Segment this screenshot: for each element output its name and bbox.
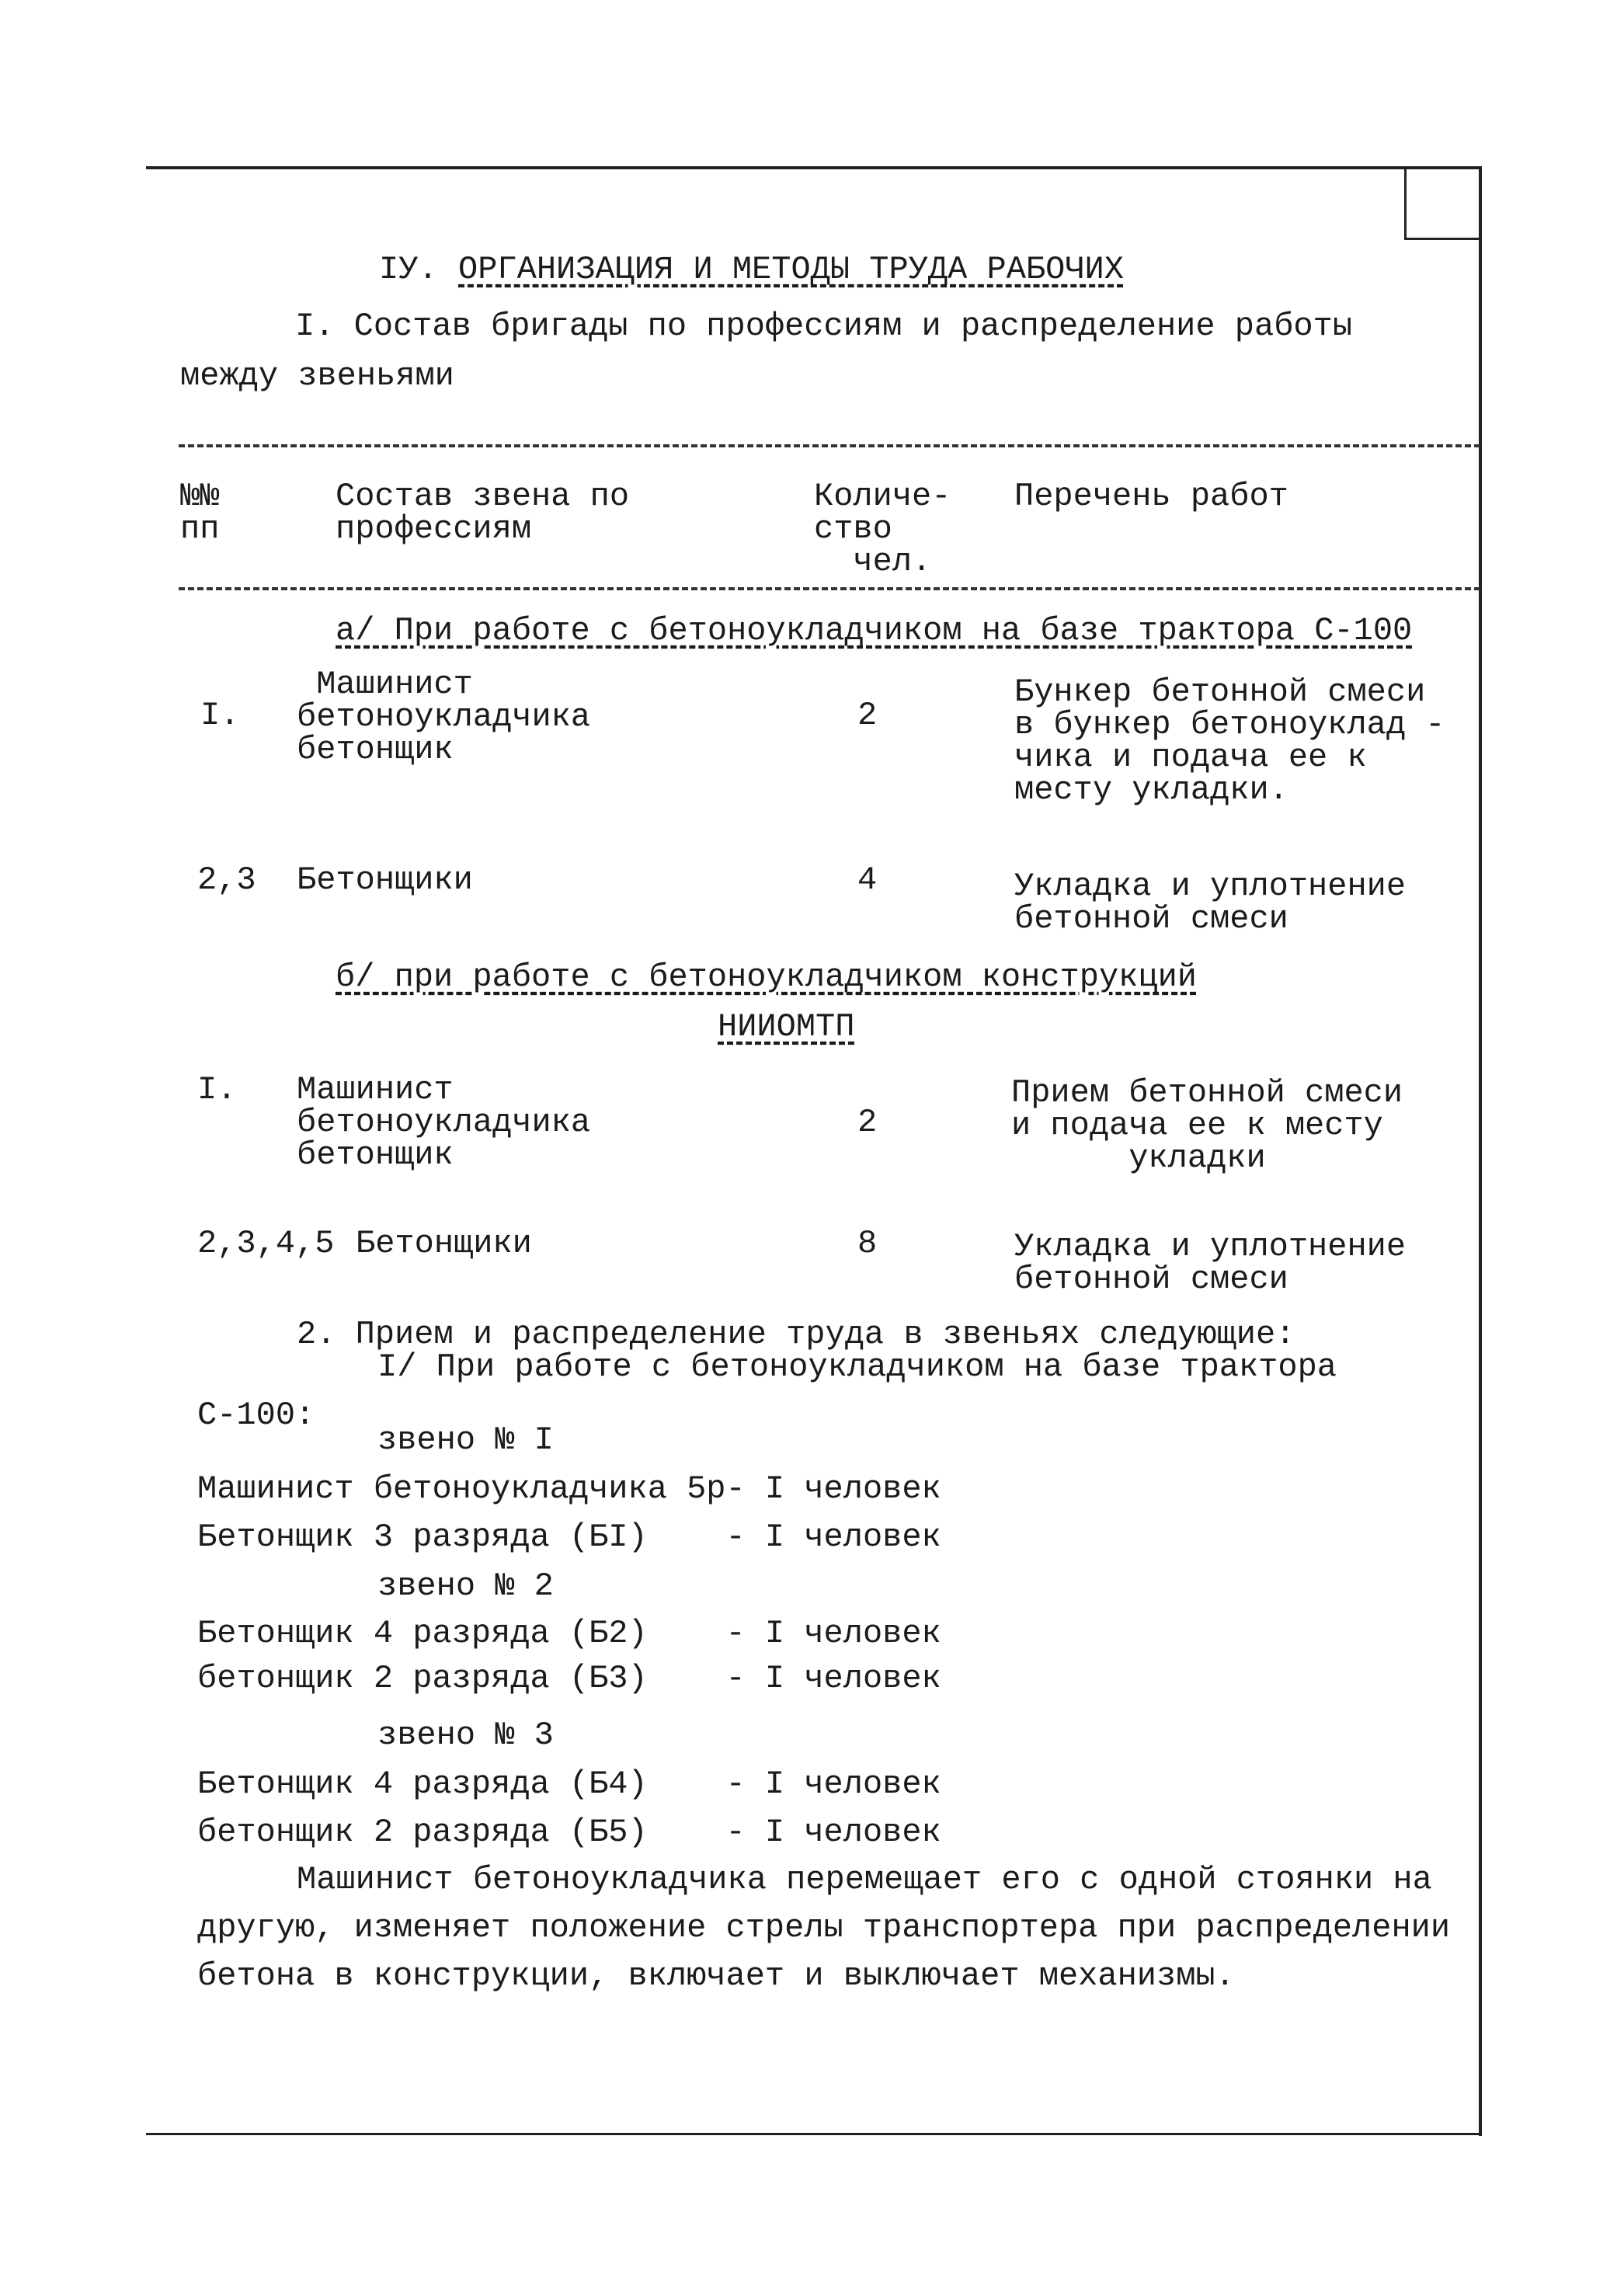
row-b1-works: Прием бетонной смеси и подача ее к месту укладки — [1011, 1074, 1403, 1177]
paragraph-line-2: другую, изменяет положение стрелы транспортера при распределении — [197, 1909, 1451, 1946]
row-b2-num: 2,3,4,5 — [197, 1225, 335, 1262]
row-a1-works: Бункер бетонной смеси в бункер бетоноуклад - чика и подача ее к месту укладки. — [1014, 673, 1445, 809]
subsection-title-cont: между звеньями — [180, 357, 454, 395]
link-1-line-a: Машинист бетоноукладчика 5р- I человек — [197, 1470, 941, 1508]
row-a2-works: Укладка и уплотнение бетонной смеси — [1014, 868, 1407, 937]
row-b2-composition: Бетонщики — [356, 1225, 532, 1262]
row-a1-count: 2 — [857, 697, 878, 734]
paragraph-line-3: бетона в конструкции, включает и выключает механизмы. — [197, 1957, 1235, 1995]
distribution-intro: 2. Прием и распределение труда в звеньях следующие: — [297, 1316, 1295, 1353]
frame-top-line — [146, 166, 1482, 169]
group-b-title: б/ при работе с бетоноукладчиком конструкций — [336, 958, 1197, 996]
row-a1-composition: Машинист бетоноукладчика бетонщик — [297, 666, 591, 768]
row-b1-count: 2 — [857, 1104, 878, 1141]
link-2-line-a: Бетонщик 4 разряда (Б2) - I человек — [197, 1615, 941, 1652]
section-number: IУ. — [379, 251, 438, 288]
frame-bottom-line — [146, 2133, 1482, 2135]
table-header-rule — [179, 587, 1480, 590]
link-3-title: звено № 3 — [377, 1717, 554, 1754]
group-b-title-cont: НИИОМТП — [718, 1008, 855, 1045]
link-1-title: звено № I — [377, 1421, 554, 1459]
row-a2-composition: Бетонщики — [297, 861, 473, 899]
link-2-line-b: бетонщик 2 разряда (Б3) - I человек — [197, 1660, 941, 1697]
link-1-line-b: Бетонщик 3 разряда (БI) - I человек — [197, 1518, 941, 1556]
header-composition: Состав звена по профессиям — [336, 478, 630, 548]
table-top-rule — [179, 444, 1480, 447]
header-num: №№ пп — [180, 478, 220, 548]
frame-right-line — [1479, 166, 1482, 2136]
subsection-title: I. Состав бригады по профессиям и распределение работы — [295, 308, 1353, 345]
group-a-title: а/ При работе с бетоноукладчиком на базе трактора С-100 — [336, 612, 1413, 649]
row-b1-num: I. — [197, 1071, 237, 1108]
row-b2-count: 8 — [857, 1225, 878, 1262]
link-3-line-a: Бетонщик 4 разряда (Б4) - I человек — [197, 1765, 941, 1803]
header-works: Перечень работ — [1014, 478, 1288, 515]
section-heading: ОРГАНИЗАЦИЯ И МЕТОДЫ ТРУДА РАБОЧИХ — [458, 251, 1124, 288]
row-a1-num: I. — [200, 697, 240, 734]
row-b2-works: Укладка и уплотнение бетонной смеси — [1014, 1228, 1407, 1298]
link-2-title: звено № 2 — [377, 1567, 554, 1605]
link-3-line-b: бетонщик 2 разряда (Б5) - I человек — [197, 1814, 941, 1851]
distribution-line2: I/ При работе с бетоноукладчиком на базе трактора — [377, 1348, 1337, 1386]
stamp-corner-box — [1404, 168, 1481, 240]
paragraph-line-1: Машинист бетоноукладчика перемещает его с одной стоянки на — [297, 1861, 1432, 1898]
row-a2-count: 4 — [857, 861, 878, 899]
row-a2-num: 2,3 — [197, 861, 256, 899]
header-count: Количе- ство чел. — [814, 478, 951, 580]
row-b1-composition: Машинист бетоноукладчика бетонщик — [297, 1071, 591, 1174]
distribution-line3: С-100: — [197, 1397, 315, 1434]
